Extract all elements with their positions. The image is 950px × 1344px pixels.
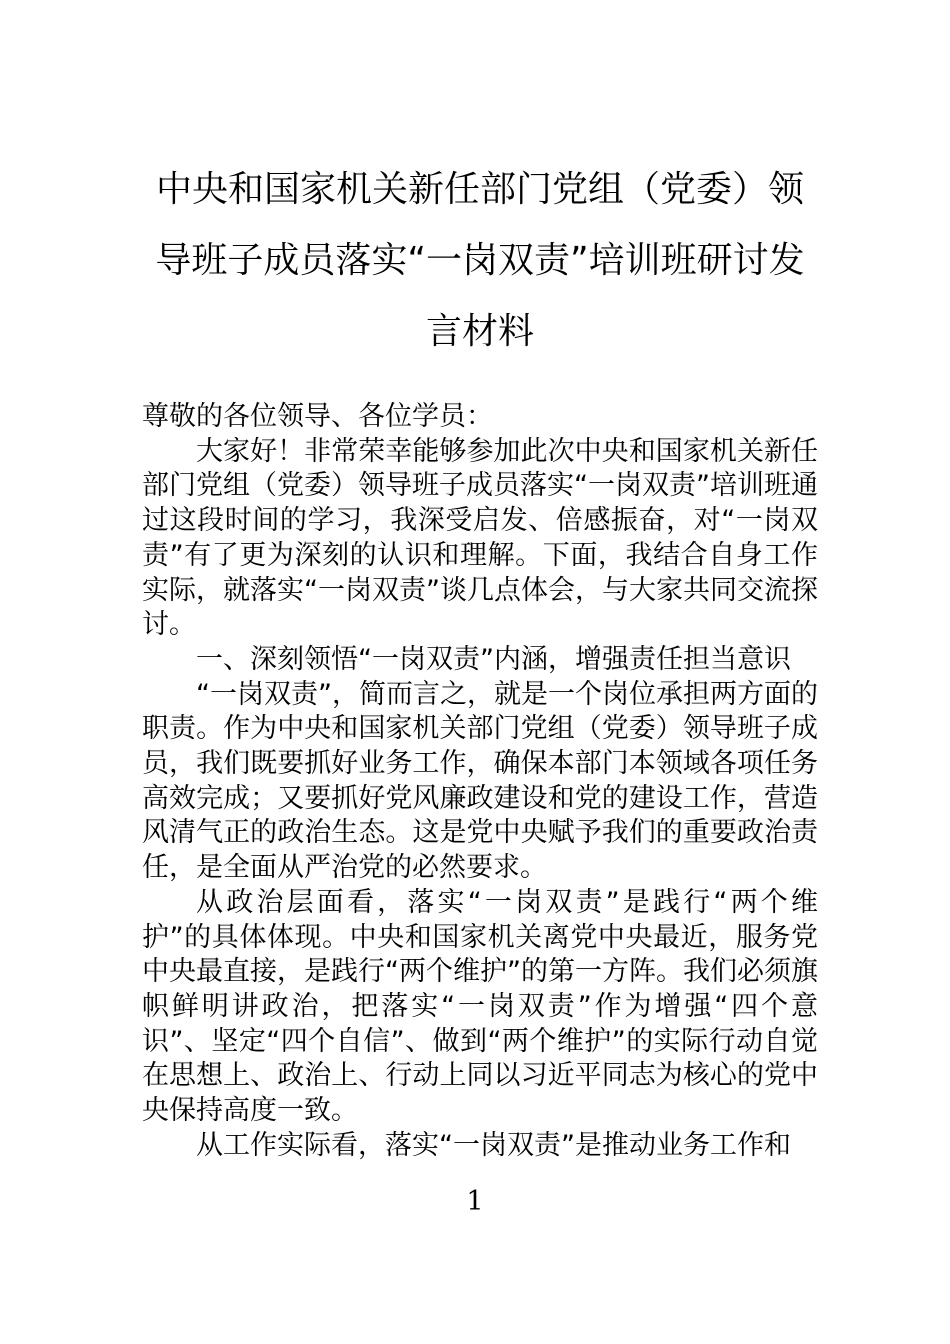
page-number: 1 [466,1186,484,1217]
document-body [142,400,818,1163]
paragraph-political-aspect: 从政治层面看，落实“一岗双责”是践行“两个维护”的具体体现。中央和国家机关离党中央最近，服务党中央最直接，是践行“两个维护”的第一方阵。我们必须旗帜鲜明讲政治，把落实“一岗双责”作为增强“四个意识”、坚定“四个自信”、做到“两个维护”的实际行动自觉在思想上、政治上、行动上同以习近平同志为核心的党中央保持高度一致。 [142,886,818,1127]
paragraph-definition: “一岗双责”，简而言之，就是一个岗位承担两方面的职责。作为中央和国家机关部门党组（党委）领导班子成员，我们既要抓好业务工作，确保本部门本领域各项任务高效完成；又要抓好党风廉政建设和党的建设工作，营造风清气正的政治生态。这是党中央赋予我们的重要政治责任，是全面从严治党的必然要求。 [142,678,818,884]
paragraph-work-aspect: 从工作实际看，落实“一岗双责”是推动业务工作和 [196,1129,791,1161]
section-heading: 一、深刻领悟“一岗双责”内涵，增强责任担当意识 [196,643,791,675]
paragraph-opening: 大家好！非常荣幸能够参加此次中央和国家机关新任部门党组（党委）领导班子成员落实“一岗双责”培训班通过这段时间的学习，我深受启发、倍感振奋，对“一岗双责”有了更为深刻的认识和理解。下面，我结合自身工作实际，就落实“一岗双责”谈几点体会，与大家共同交流探讨。 [142,435,818,641]
document-title: 中央和国家机关新任部门党组（党委）领导班子成员落实“一岗双责”培训班研讨发言材料 [155,169,805,352]
document-content [142,154,818,1163]
salutation: 尊敬的各位领导、各位学员： [142,401,493,432]
